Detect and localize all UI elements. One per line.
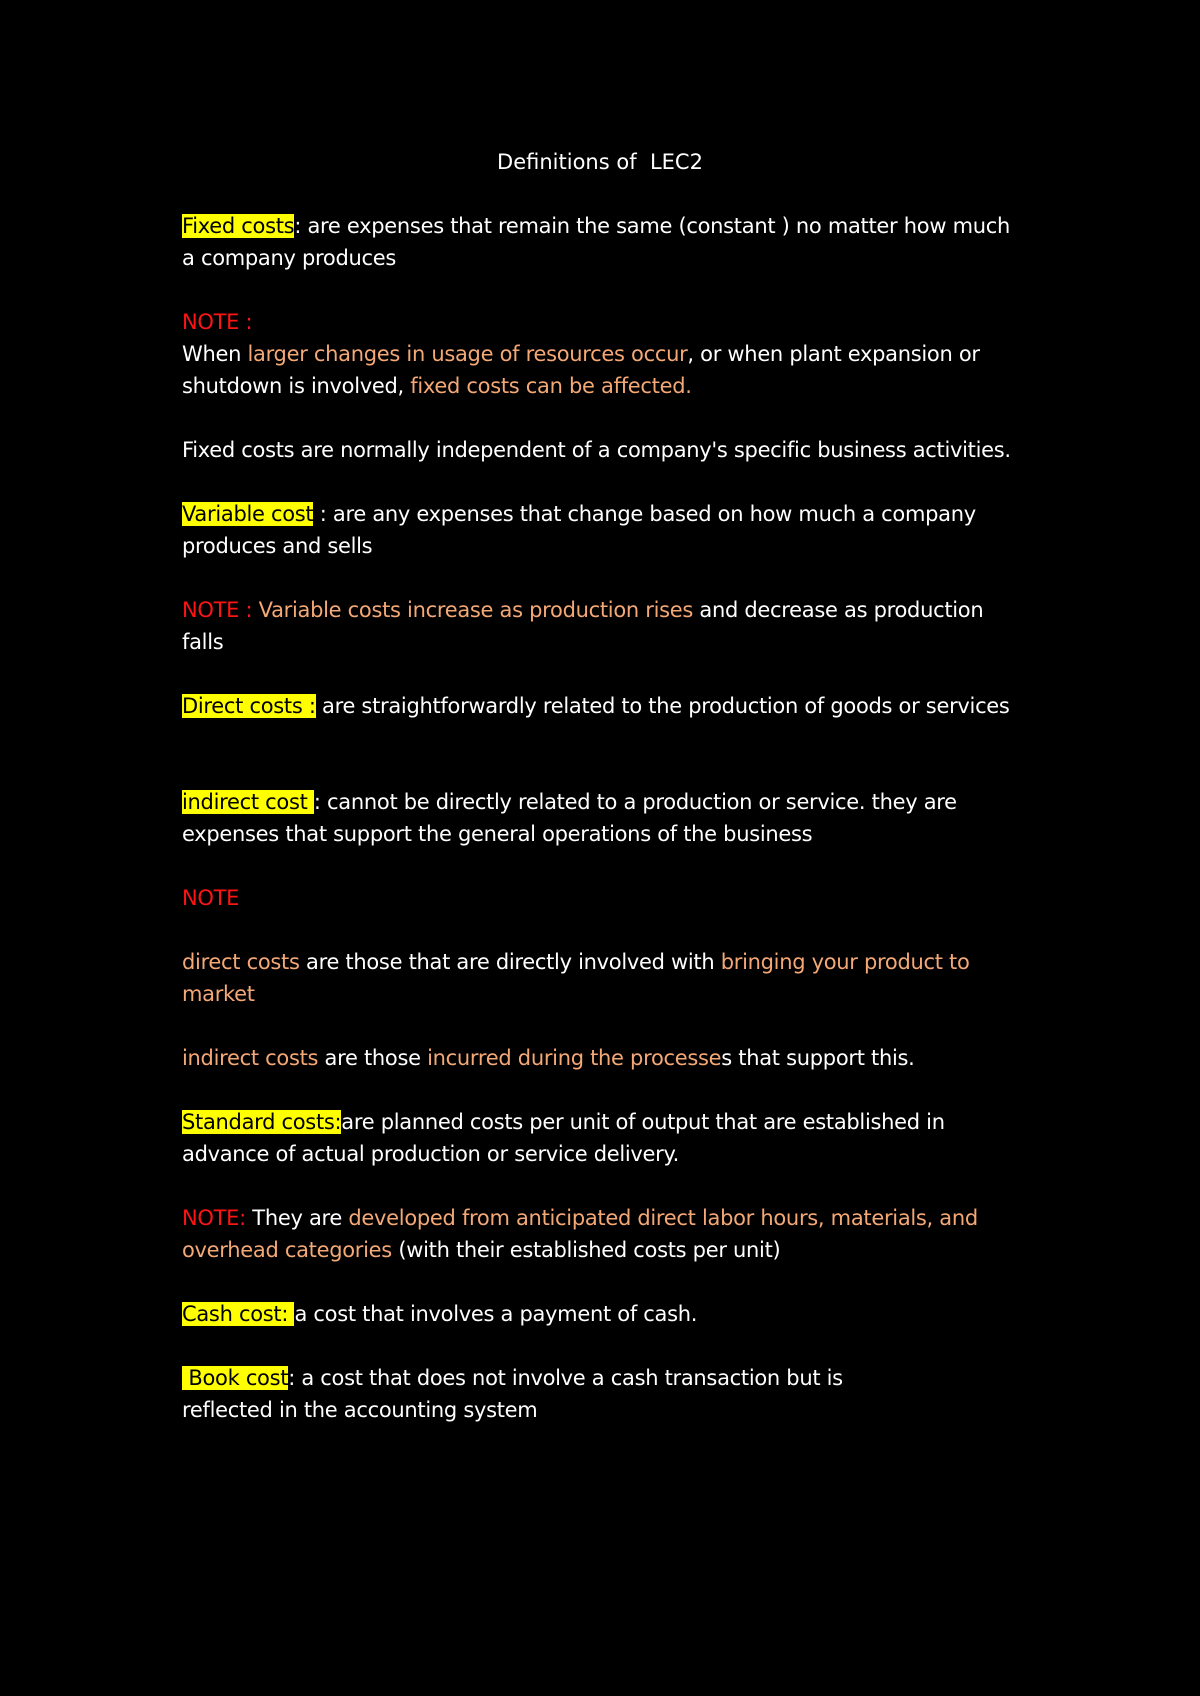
fixed-costs-definition	[182, 210, 1020, 274]
page-title: Definitions of LEC2	[497, 150, 703, 174]
definition-text: a cost that involves a payment of cash.	[294, 1302, 698, 1326]
note-text: They are	[252, 1206, 349, 1230]
emphasis-text: fixed costs can be affected.	[410, 374, 692, 398]
note-label: NOTE :	[182, 598, 259, 622]
emphasis-text: Variable costs increase as production rises	[258, 598, 694, 622]
definition-text: : a cost that does not involve a cash transaction but is	[288, 1366, 843, 1390]
cash-cost-definition	[182, 1298, 1020, 1330]
note-text: s that support this.	[721, 1046, 915, 1070]
direct-costs-definition	[182, 690, 1020, 722]
term-highlight: Fixed costs	[182, 214, 295, 238]
emphasis-text: incurred during the processe	[427, 1046, 722, 1070]
book-cost-definition	[182, 1362, 1020, 1426]
direct-costs-note	[182, 946, 1020, 1010]
term-highlight: Book cost	[182, 1366, 289, 1390]
term-highlight: Cash cost:	[182, 1302, 295, 1326]
note-text: , or when plant expansion or shutdown is involved,	[182, 342, 980, 398]
note-label: NOTE :	[182, 310, 253, 334]
definition-text: reflected in the accounting system	[182, 1398, 538, 1422]
note-heading: NOTE	[182, 886, 240, 910]
standard-costs-definition	[182, 1106, 1020, 1170]
emphasis-text: bringing your product to market	[182, 950, 970, 1006]
note-text: (with their established costs per unit)	[391, 1238, 781, 1262]
emphasis-text: indirect costs	[182, 1046, 319, 1070]
note-text: and decrease as production falls	[182, 598, 984, 654]
term-highlight: Variable cost	[182, 502, 314, 526]
note-text: are those that are directly involved with	[299, 950, 721, 974]
note-text: When	[182, 342, 248, 366]
definition-text: : are expenses that remain the same (constant ) no matter how much a company produces	[182, 214, 1010, 270]
document-body	[182, 210, 1020, 1426]
definition-text: : are any expenses that change based on how much a company produces and sells	[182, 502, 976, 558]
standard-costs-note	[182, 1202, 1020, 1266]
note-text: are those	[318, 1046, 428, 1070]
fixed-costs-independent: Fixed costs are normally independent of a company's specific business activities.	[182, 438, 1011, 462]
emphasis-text: direct costs	[182, 950, 300, 974]
indirect-costs-note	[182, 1042, 1020, 1074]
definition-text: are planned costs per unit of output that are established in advance of actual production or service delivery.	[182, 1110, 945, 1166]
definition-text: are straightforwardly related to the production of goods or services	[315, 694, 1010, 718]
emphasis-text: larger changes in usage of resources occur	[247, 342, 688, 366]
indirect-cost-definition	[182, 786, 1020, 850]
fixed-costs-note	[182, 306, 1020, 402]
term-highlight: Direct costs :	[182, 694, 316, 718]
term-highlight: Standard costs:	[182, 1110, 342, 1134]
note-label: NOTE:	[182, 1206, 253, 1230]
definition-text: : cannot be directly related to a production or service. they are expenses that support the general operations of the business	[182, 790, 957, 846]
variable-cost-definition	[182, 498, 1020, 562]
term-highlight: indirect cost	[182, 790, 314, 814]
variable-cost-note	[182, 594, 1020, 658]
emphasis-text: developed from anticipated direct labor hours, materials, and overhead categories	[182, 1206, 978, 1262]
